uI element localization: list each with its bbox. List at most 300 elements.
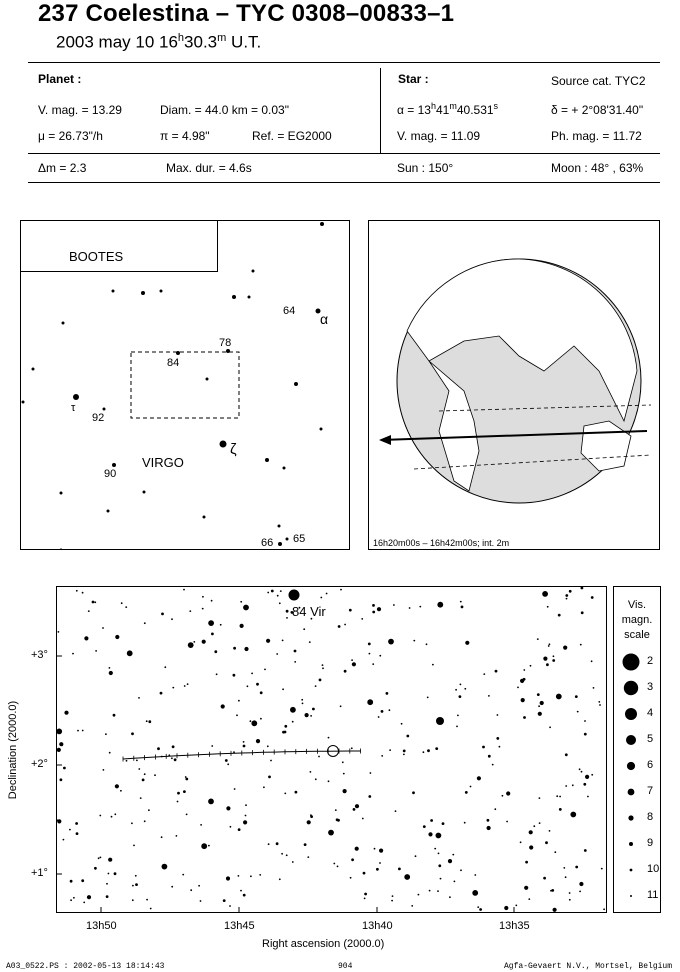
field-star <box>579 891 581 893</box>
field-star <box>94 867 97 870</box>
scale-label-5: 5 <box>647 733 654 745</box>
x-axis-label: Right ascension (2000.0) <box>262 938 385 950</box>
field-star <box>587 796 589 798</box>
field-star <box>427 749 430 752</box>
field-star <box>448 859 452 863</box>
field-star <box>487 819 490 822</box>
field-star <box>109 671 113 675</box>
field-star <box>437 890 439 892</box>
field-star <box>171 618 173 620</box>
field-star <box>569 590 572 593</box>
field-star <box>322 667 324 669</box>
xtick-1340: 13h40 <box>362 920 393 932</box>
field-star <box>280 590 282 592</box>
field-star <box>109 752 111 754</box>
field-star <box>579 768 581 770</box>
field-star <box>584 733 587 736</box>
field-star <box>136 760 138 762</box>
field-star <box>494 808 496 810</box>
field-star <box>132 899 134 901</box>
field-star <box>70 899 72 901</box>
field-star <box>243 745 246 748</box>
field-star <box>282 640 284 642</box>
field-star <box>539 822 541 824</box>
field-star <box>243 820 247 824</box>
field-star <box>549 726 551 728</box>
field-star <box>601 868 603 870</box>
finder-star <box>60 549 63 551</box>
field-star <box>549 830 551 832</box>
field-star <box>286 854 288 856</box>
field-star <box>496 737 499 740</box>
field-star <box>184 685 186 687</box>
direction-arrow <box>379 435 391 445</box>
footer-page: 904 <box>338 962 353 971</box>
scale-dot-mag-7 <box>628 789 635 796</box>
field-star <box>208 799 214 805</box>
field-star <box>412 791 415 794</box>
field-star <box>418 894 420 896</box>
field-star <box>279 878 281 880</box>
field-star <box>569 899 571 901</box>
star-label-84: 84 <box>167 357 180 369</box>
field-star <box>58 631 60 633</box>
field-star <box>238 700 240 702</box>
field-star <box>312 708 315 711</box>
field-star <box>135 883 138 886</box>
field-star <box>543 877 546 880</box>
field-star <box>328 737 330 739</box>
finder-star <box>60 492 63 495</box>
field-star <box>460 684 462 686</box>
field-star <box>558 614 561 617</box>
field-star <box>301 699 303 701</box>
field-star <box>528 898 530 900</box>
field-star <box>63 767 66 770</box>
header-divider <box>380 68 381 154</box>
field-star <box>92 601 95 604</box>
field-star <box>515 905 517 907</box>
field-star <box>190 889 192 891</box>
field-star <box>372 611 375 614</box>
finder-star <box>278 542 282 546</box>
field-star <box>233 647 236 650</box>
field-star <box>353 808 356 811</box>
field-star <box>256 683 259 686</box>
field-star <box>310 715 312 717</box>
field-star <box>183 589 185 591</box>
field-star <box>539 797 541 799</box>
source-catalog: Source cat. TYC2 <box>551 74 646 88</box>
star-label-66: 66 <box>261 537 274 549</box>
delta-mag: Δm = 2.3 <box>38 161 87 175</box>
bright-star <box>436 717 444 725</box>
field-star <box>344 624 346 626</box>
field-star <box>531 846 533 848</box>
field-star <box>352 662 356 666</box>
field-star <box>319 679 322 682</box>
field-star <box>599 704 601 706</box>
moon-info: Moon : 48° , 63% <box>551 161 644 175</box>
field-star <box>133 845 135 847</box>
field-star <box>372 604 375 607</box>
field-star <box>240 601 242 603</box>
field-star <box>368 643 371 646</box>
finder-star <box>283 467 286 470</box>
scale-label-7: 7 <box>647 785 654 797</box>
field-star <box>523 678 526 681</box>
bootes-box <box>20 220 218 272</box>
field-star <box>105 733 107 735</box>
field-star <box>523 669 525 671</box>
field-star <box>135 875 137 877</box>
field-star <box>250 875 252 877</box>
observation-date: 2003 may 10 16$^h$30.3$^m$ U.T. <box>56 32 262 52</box>
field-star <box>63 839 65 841</box>
field-star <box>556 694 562 700</box>
field-star <box>157 747 160 750</box>
field-star <box>279 602 281 604</box>
finder-star <box>143 491 146 494</box>
finder-star <box>32 368 35 371</box>
field-star <box>294 650 297 653</box>
xtick-1350: 13h50 <box>86 920 117 932</box>
field-star <box>59 742 63 746</box>
field-star <box>271 590 274 593</box>
field-star <box>154 774 156 776</box>
field-star <box>72 653 74 655</box>
field-star <box>310 815 313 818</box>
field-star <box>144 820 146 822</box>
field-star <box>350 877 352 879</box>
field-star <box>584 849 587 852</box>
field-star <box>73 897 75 899</box>
field-star <box>338 625 341 628</box>
field-star <box>95 650 97 652</box>
field-star <box>337 866 339 868</box>
field-star <box>537 693 540 696</box>
field-star <box>82 592 84 594</box>
greek-tau: τ <box>71 402 76 414</box>
field-star <box>435 747 438 750</box>
field-star <box>77 730 79 732</box>
y-axis-label: Declination (2000.0) <box>7 700 19 800</box>
field-star <box>569 892 571 894</box>
field-star <box>292 861 294 863</box>
field-star <box>565 594 568 597</box>
field-star <box>240 890 242 892</box>
globe-time-interval: 16h20m00s – 16h42m00s; int. 2m <box>373 538 510 548</box>
field-star <box>150 908 152 910</box>
scale-label-10: 10 <box>647 863 660 875</box>
scale-dot-mag-11 <box>630 895 632 897</box>
field-star <box>100 857 102 859</box>
scale-dot-mag-6 <box>627 762 635 770</box>
field-star <box>326 593 328 595</box>
field-star <box>309 641 311 643</box>
field-star <box>161 613 164 616</box>
scale-title-2: magn. <box>621 614 653 626</box>
field-star <box>381 755 383 757</box>
star-label-90: 90 <box>104 468 117 480</box>
field-star <box>470 786 472 788</box>
field-star <box>349 609 352 612</box>
field-star <box>270 760 272 762</box>
finder-star <box>248 296 251 299</box>
field-star <box>264 669 266 671</box>
field-star <box>172 745 175 748</box>
field-star <box>520 841 522 843</box>
field-star <box>230 826 232 828</box>
field-star <box>268 843 270 845</box>
field-star <box>542 591 548 597</box>
field-star <box>517 687 519 689</box>
field-star <box>393 604 395 606</box>
planet-ref: Ref. = EG2000 <box>252 129 332 143</box>
field-star <box>376 868 379 871</box>
field-star <box>131 822 133 824</box>
field-star <box>211 745 213 747</box>
field-star <box>220 624 222 626</box>
field-star <box>185 778 188 781</box>
field-star <box>328 780 330 782</box>
field-star <box>240 624 244 628</box>
field-star <box>579 882 583 886</box>
field-star <box>434 848 436 850</box>
field-star <box>379 862 381 864</box>
field-star <box>492 764 494 766</box>
field-star <box>84 636 88 640</box>
field-star <box>142 779 145 782</box>
finder-star <box>112 290 115 293</box>
field-star <box>381 710 384 713</box>
finder-star <box>141 291 145 295</box>
field-star <box>304 843 307 846</box>
star-label-64: 64 <box>283 305 296 317</box>
field-star <box>292 721 294 723</box>
field-star <box>565 753 568 756</box>
constellation-bootes: BOOTES <box>69 249 124 264</box>
field-star <box>435 912 437 913</box>
field-star <box>460 601 462 603</box>
field-star <box>379 655 381 657</box>
field-star <box>320 597 322 599</box>
field-star <box>108 873 110 875</box>
finder-star <box>22 401 25 404</box>
finder-star <box>286 538 289 541</box>
field-star <box>322 664 324 666</box>
field-star <box>379 849 383 853</box>
field-star <box>403 754 405 756</box>
field-star <box>144 622 146 624</box>
scale-title-3: scale <box>624 629 650 641</box>
field-star <box>282 688 284 690</box>
star-heading: Star : <box>398 72 429 86</box>
field-star <box>234 788 236 790</box>
field-star <box>302 703 304 705</box>
scale-dot-mag-2 <box>623 654 640 671</box>
field-star <box>236 714 238 716</box>
field-star <box>328 830 334 836</box>
star-84-vir <box>289 590 300 601</box>
scale-dot-mag-9 <box>629 842 633 846</box>
field-star <box>436 833 442 839</box>
field-star <box>115 635 119 639</box>
field-star <box>559 808 562 811</box>
field-star <box>428 832 432 836</box>
field-star <box>266 639 270 643</box>
field-star <box>225 759 228 762</box>
field-star <box>415 855 417 857</box>
scale-label-9: 9 <box>647 837 654 849</box>
field-star <box>64 711 68 715</box>
field-star <box>146 720 148 722</box>
field-star <box>477 906 479 908</box>
field-star <box>378 716 380 718</box>
scale-label-6: 6 <box>647 759 654 771</box>
field-star <box>342 761 344 763</box>
scale-dot-mag-3 <box>624 681 638 695</box>
field-star <box>581 587 584 589</box>
field-star <box>364 898 366 900</box>
field-star <box>547 606 549 608</box>
field-star <box>176 835 178 837</box>
field-star <box>465 641 469 645</box>
field-star <box>277 595 279 597</box>
field-star <box>160 692 163 695</box>
star-label-65: 65 <box>293 533 306 545</box>
field-star <box>363 872 366 875</box>
field-star <box>575 695 578 698</box>
field-star <box>94 601 96 603</box>
field-star <box>113 714 116 717</box>
field-star <box>581 611 584 614</box>
field-star <box>553 908 557 912</box>
field-star <box>465 791 468 794</box>
finder-star <box>107 510 110 513</box>
field-star <box>563 867 565 869</box>
finder-star <box>203 516 206 519</box>
field-star <box>286 617 288 619</box>
field-star <box>395 810 397 812</box>
constellation-virgo: VIRGO <box>142 455 184 470</box>
field-star <box>521 698 525 702</box>
field-star <box>391 900 393 902</box>
field-star <box>259 874 261 876</box>
planet-diam: Diam. = 44.0 km = 0.03" <box>160 103 289 117</box>
field-star <box>442 822 445 825</box>
max-duration: Max. dur. = 4.6s <box>166 161 252 175</box>
field-star <box>585 775 589 779</box>
field-star <box>81 879 84 882</box>
field-star <box>161 836 163 838</box>
field-star <box>401 723 403 725</box>
field-star <box>377 607 381 611</box>
field-star <box>488 695 490 697</box>
field-star <box>183 790 186 793</box>
field-star <box>427 697 429 699</box>
field-star <box>243 605 249 611</box>
field-star <box>538 705 540 707</box>
field-star <box>244 647 248 651</box>
field-star <box>60 778 63 781</box>
field-star <box>256 739 260 743</box>
field-star <box>403 750 406 753</box>
field-star <box>506 791 510 795</box>
finder-star <box>252 270 255 273</box>
star-label-84vir: 84 Vir <box>292 604 326 619</box>
star-ra: $\alpha = 13^h41^m40.531^s$ <box>397 101 499 117</box>
field-star <box>260 718 262 720</box>
field-star <box>182 874 184 876</box>
field-star <box>267 745 269 747</box>
field-star <box>208 620 214 626</box>
field-star <box>276 842 279 845</box>
field-star <box>581 771 583 773</box>
field-star <box>603 908 605 910</box>
field-star <box>566 598 568 600</box>
field-star <box>429 890 431 892</box>
field-star <box>523 716 526 719</box>
field-star <box>193 641 195 643</box>
chart-stars <box>57 587 607 913</box>
field-star <box>286 610 289 613</box>
field-star <box>211 600 213 602</box>
field-star <box>411 905 413 907</box>
field-star <box>87 895 91 899</box>
field-star <box>106 895 109 898</box>
field-star <box>251 720 257 726</box>
field-star <box>57 729 62 735</box>
field-star <box>125 606 127 608</box>
field-star <box>430 819 433 822</box>
field-star <box>474 874 476 876</box>
field-star <box>355 847 359 851</box>
field-star <box>177 792 180 795</box>
chart-area-box <box>131 352 239 418</box>
globe-drawing <box>369 221 660 550</box>
field-star <box>497 714 499 716</box>
field-star <box>83 902 85 904</box>
field-star <box>406 735 409 738</box>
field-star <box>552 659 555 662</box>
finder-star <box>206 378 209 381</box>
header-rule-bottom <box>28 182 660 183</box>
field-star <box>290 707 296 713</box>
field-star <box>367 699 373 705</box>
field-star <box>132 885 134 887</box>
scale-label-8: 8 <box>647 811 654 823</box>
field-star <box>284 793 286 795</box>
field-star <box>202 640 206 644</box>
field-star <box>114 872 117 875</box>
globe-panel <box>368 220 660 550</box>
field-star <box>529 830 533 834</box>
finder-star <box>320 222 324 226</box>
field-star <box>565 876 567 878</box>
planet-vmag: V. mag. = 13.29 <box>38 103 122 117</box>
field-star <box>148 809 150 811</box>
field-star <box>437 602 443 608</box>
field-star <box>267 592 269 594</box>
field-star <box>295 791 298 794</box>
field-star <box>148 720 151 723</box>
field-star <box>223 899 226 902</box>
field-star <box>538 712 542 716</box>
field-star <box>243 894 246 897</box>
field-star <box>103 769 105 771</box>
finder-chart <box>20 220 350 550</box>
